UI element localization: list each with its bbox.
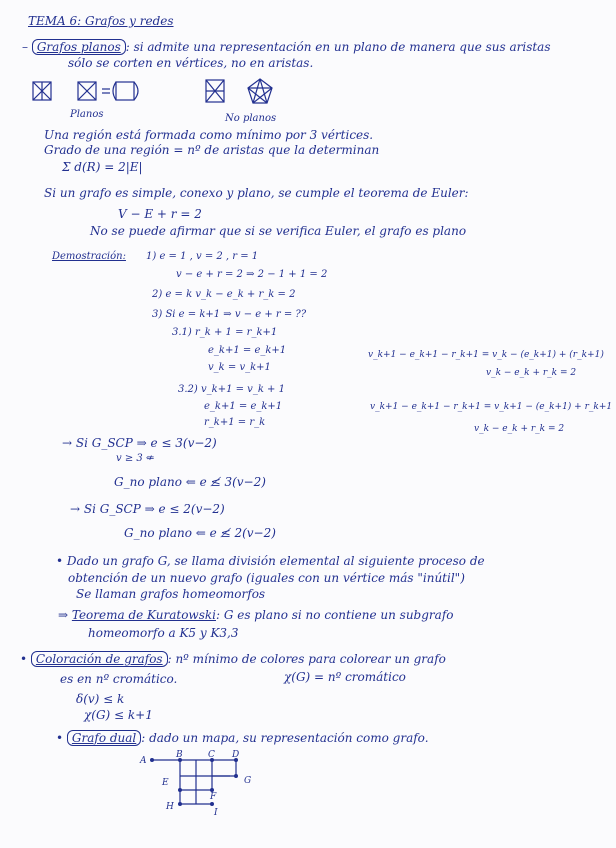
demo-result2b: v_k − e_k + r_k = 2 (474, 424, 565, 434)
dual-text1: : dado un mapa, su representación como grafo. (141, 731, 429, 745)
dual-node-h: H (166, 802, 174, 812)
coloracion-text1: : nº mínimo de colores para colorear un grafo (167, 652, 446, 666)
coloracion-f1: δ(v) ≤ k (76, 692, 125, 706)
planos-def-line2: sólo se corten en vértices, no en aristas. (68, 56, 314, 70)
demo-step3: 3) Si e = k+1 ⇒ v − e + r = ?? (152, 309, 307, 320)
demo-step1: 1) e = 1 , v = 2 , r = 1 (146, 251, 259, 262)
demo-step2: 2) e = k v_k − e_k + r_k = 2 (152, 289, 296, 300)
dual-node-a: A (140, 756, 147, 766)
region-line1: Una región está formada como mínimo por 3 vértices. (44, 128, 374, 142)
demo-step32b: e_k+1 = e_k+1 (204, 401, 283, 412)
planos-heading: Grafos planos (32, 39, 126, 55)
demo-result1a: v_k+1 − e_k+1 − r_k+1 = v_k − (e_k+1) + (r_k+1) (368, 350, 604, 360)
demo-heading: Demostración: (52, 251, 126, 262)
planos-def1: : si admite una representación en un plano de manera que sus aristas (125, 40, 551, 54)
euler-line1: Si un grafo es simple, conexo y plano, se cumple el teorema de Euler: (44, 186, 469, 200)
dual-node-g: G (244, 776, 252, 786)
demo-step31c: v_k = v_k+1 (208, 362, 271, 373)
region-formula: Σ d(R) = 2|E| (62, 160, 143, 174)
bound-a2: G_no plano ⇐ e ≰ 3(v−2) (114, 475, 266, 489)
demo-step32a: 3.2) v_k+1 = v_k + 1 (178, 384, 285, 395)
demo-step31b: e_k+1 = e_k+1 (208, 345, 287, 356)
page-title: TEMA 6: Grafos y redes (28, 14, 174, 28)
coloracion-line2: es en nº cromático. (60, 672, 178, 686)
label-no-planos: No planos (225, 113, 277, 124)
coloracion-heading: Coloración de grafos (31, 651, 168, 667)
planos-def-line1: – Grafos planos : si admite una representación en un plano de manera que sus aristas (22, 40, 551, 54)
euler-line2: No se puede afirmar que si se verifica Euler, el grafo es plano (90, 224, 467, 238)
demo-step1b: v − e + r = 2 ⇒ 2 − 1 + 1 = 2 (176, 269, 328, 280)
kuratowski-heading: Teorema de Kuratowski (71, 608, 216, 622)
coloracion-formula: χ(G) = nº cromático (284, 670, 406, 684)
demo-step31a: 3.1) r_k + 1 = r_k+1 (172, 327, 278, 338)
nonplanar-graph-sketches (200, 76, 290, 110)
demo-step32c: r_k+1 = r_k (204, 417, 266, 428)
bound-b2: G_no plano ⇐ e ≰ 2(v−2) (124, 526, 276, 540)
division-line1: • Dado un grafo G, se llama división elemental al siguiente proceso de (56, 554, 485, 568)
division-line3: Se llaman grafos homeomorfos (76, 587, 266, 601)
bound-a1: → Si G_SCP ⇒ e ≤ 3(v−2) (62, 436, 217, 450)
bound-b1: → Si G_SCP ⇒ e ≤ 2(v−2) (70, 502, 225, 516)
kuratowski-text1: : G es plano si no contiene un subgrafo (215, 608, 454, 622)
dual-node-d: D (232, 750, 240, 760)
dual-node-e: E (162, 778, 169, 788)
kuratowski-line2: homeomorfo a K5 y K3,3 (88, 626, 239, 640)
planar-graph-sketches (30, 78, 160, 108)
division-line2: obtención de un nuevo grafo (iguales con un vértice más "inútil") (68, 571, 465, 585)
demo-result2a: v_k+1 − e_k+1 − r_k+1 = v_k+1 − (e_k+1) + r_k+1 (370, 402, 613, 412)
kuratowski-line1: ⇒ Teorema de Kuratowski: G es plano si no contiene un subgrafo (58, 608, 454, 622)
dual-node-i: I (214, 808, 218, 818)
demo-result1b: v_k − e_k + r_k = 2 (486, 368, 577, 378)
dual-node-c: C (208, 750, 215, 760)
dual-node-b: B (176, 750, 183, 760)
coloracion-line1: • Coloración de grafos : nº mínimo de colores para colorear un grafo (20, 652, 446, 666)
label-planos: Planos (70, 109, 104, 120)
dual-line1: • Grafo dual : dado un mapa, su representación como grafo. (56, 731, 429, 745)
dual-node-f: F (210, 792, 217, 802)
region-line2: Grado de una región = nº de aristas que la determinan (44, 143, 380, 157)
euler-formula: V − E + r = 2 (118, 207, 202, 221)
coloracion-f2: χ(G) ≤ k+1 (84, 708, 153, 722)
dual-heading: Grafo dual (67, 730, 141, 746)
bound-a1b: v ≥ 3 ⇍ (116, 453, 155, 464)
